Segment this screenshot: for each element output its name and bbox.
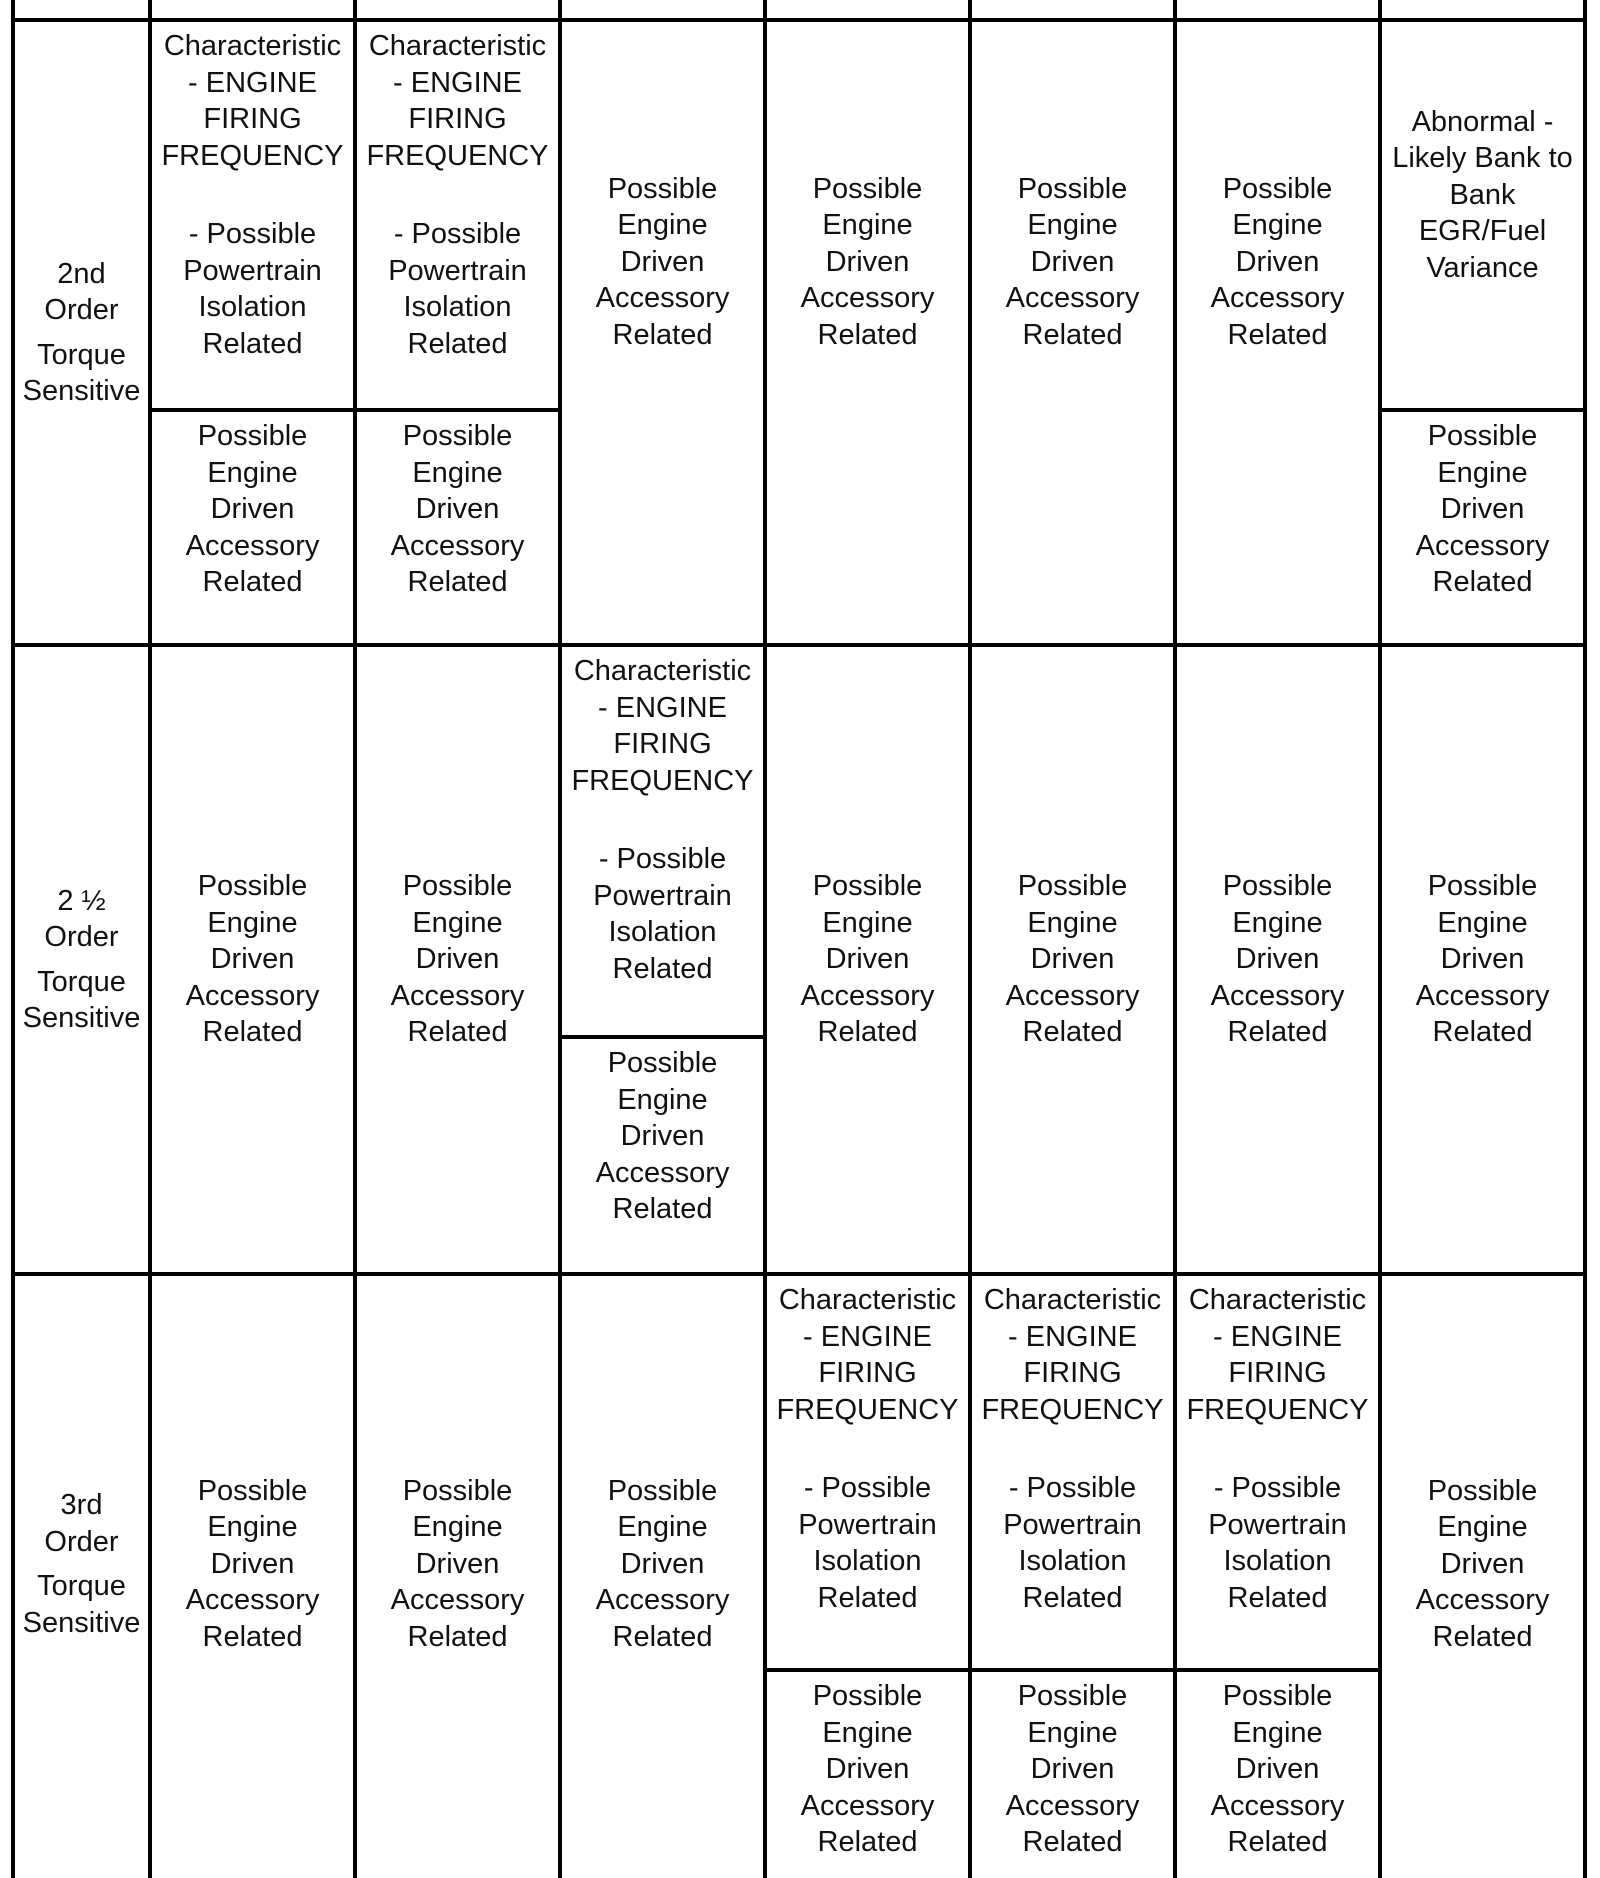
cell-text: Engine bbox=[1027, 1716, 1118, 1749]
cell-engine-driven-accessory bbox=[767, 22, 968, 422]
cell-text: - ENGINE bbox=[803, 1320, 932, 1353]
cell-text: Driven bbox=[1440, 1547, 1525, 1580]
cell-text: Accessory bbox=[390, 529, 525, 562]
cell-text: Related bbox=[202, 1016, 303, 1049]
cell-engine-driven-accessory bbox=[1177, 1672, 1378, 1876]
cell-text: Driven bbox=[210, 943, 295, 976]
cell-text: Related bbox=[612, 1193, 713, 1225]
cell-text: Isolation bbox=[608, 916, 717, 948]
cell-text: FIRING bbox=[203, 103, 302, 135]
cell-engine-driven-accessory bbox=[357, 412, 558, 643]
cell-text: Isolation bbox=[403, 291, 512, 323]
cell-text: Possible bbox=[1222, 870, 1333, 903]
cell-text: Related bbox=[407, 1620, 508, 1653]
cell-text: Possible bbox=[812, 172, 923, 205]
cell-text: Likely Bank to bbox=[1392, 142, 1573, 175]
cell-text: Accessory bbox=[595, 282, 730, 315]
row-label-2-half-order bbox=[15, 647, 148, 1272]
cell-text: Related bbox=[1227, 1581, 1328, 1614]
cell-text: FIRING bbox=[1228, 1357, 1327, 1389]
cell-text: Accessory bbox=[800, 1789, 935, 1822]
cell-text: Possible bbox=[607, 1047, 718, 1079]
cell-text: Related bbox=[202, 327, 303, 360]
cell-text: Related bbox=[817, 318, 918, 351]
cell-text: Engine bbox=[412, 906, 503, 939]
cell-text: Isolation bbox=[813, 1545, 922, 1577]
cell-text: Engine bbox=[822, 209, 913, 242]
cell-text: Isolation bbox=[198, 291, 307, 323]
cell-text: FREQUENCY bbox=[366, 139, 549, 172]
cell-text: Related bbox=[1432, 1620, 1533, 1653]
cell-engine-driven-accessory bbox=[972, 22, 1173, 422]
cell-text: Engine bbox=[412, 1511, 503, 1544]
cell-text: FREQUENCY bbox=[1186, 1393, 1369, 1426]
cell-text: Possible bbox=[1017, 1680, 1128, 1712]
cell-text: Related bbox=[1022, 1016, 1123, 1049]
cell-text: Accessory bbox=[1210, 979, 1345, 1012]
cell-characteristic-firing-frequency bbox=[1177, 1276, 1378, 1668]
cell-text: Related bbox=[407, 1016, 508, 1049]
cell-text: FIRING bbox=[613, 728, 712, 760]
cell-text: Engine bbox=[822, 1716, 913, 1749]
cell-text: Driven bbox=[1440, 943, 1525, 976]
cell-text: Related bbox=[1022, 1826, 1123, 1858]
cell-engine-driven-accessory bbox=[1177, 647, 1378, 1272]
cell-engine-driven-accessory bbox=[767, 1672, 968, 1876]
cell-text: Accessory bbox=[1415, 979, 1550, 1012]
cell-text: Characteristic bbox=[573, 655, 752, 687]
cell-text: Related bbox=[1432, 566, 1533, 598]
cell-text: Related bbox=[407, 327, 508, 360]
label-text: Order bbox=[44, 921, 119, 953]
cell-text: Characteristic bbox=[368, 30, 547, 62]
cell-text: Engine bbox=[617, 1511, 708, 1544]
cell-text: Engine bbox=[1232, 906, 1323, 939]
cell-text: Characteristic bbox=[983, 1284, 1162, 1316]
cell-engine-driven-accessory bbox=[562, 1039, 763, 1272]
cell-text: Accessory bbox=[800, 979, 935, 1012]
cell-engine-driven-accessory bbox=[357, 647, 558, 1272]
cell-text: Powertrain bbox=[183, 254, 322, 287]
cell-text: Driven bbox=[1030, 943, 1115, 976]
cell-text: Possible bbox=[1017, 870, 1128, 903]
cell-text: Accessory bbox=[1005, 282, 1140, 315]
label-text: Torque bbox=[37, 965, 126, 998]
cell-text: Powertrain bbox=[1003, 1508, 1142, 1541]
cell-text: Possible bbox=[1427, 870, 1538, 903]
label-text: Torque bbox=[37, 1570, 126, 1602]
cell-text: Driven bbox=[1030, 245, 1115, 278]
cell-text: Driven bbox=[620, 1547, 705, 1580]
cell-text: Accessory bbox=[1210, 282, 1345, 315]
cell-engine-driven-accessory bbox=[152, 412, 353, 643]
cell-text: Accessory bbox=[1005, 979, 1140, 1012]
cell-characteristic-firing-frequency bbox=[152, 22, 353, 408]
cell-text: Engine bbox=[822, 906, 913, 939]
cell-text: Driven bbox=[1235, 1753, 1320, 1785]
cell-text: Possible bbox=[402, 870, 513, 903]
cell-text: Driven bbox=[1235, 245, 1320, 278]
cell-text: - ENGINE bbox=[393, 66, 522, 99]
cell-text: Engine bbox=[1027, 906, 1118, 939]
cell-text: - Possible bbox=[393, 218, 522, 250]
label-text: 2nd bbox=[57, 257, 106, 290]
cell-text: Powertrain bbox=[798, 1508, 937, 1541]
cell-text: FREQUENCY bbox=[776, 1393, 959, 1426]
cell-text: Accessory bbox=[595, 1584, 730, 1617]
cell-characteristic-firing-frequency bbox=[767, 1276, 968, 1668]
label-text: Torque bbox=[37, 338, 126, 371]
cell-text: FIRING bbox=[1023, 1357, 1122, 1389]
cell-text: - Possible bbox=[803, 1472, 932, 1504]
cell-text: Engine bbox=[1027, 209, 1118, 242]
cell-text: Accessory bbox=[390, 979, 525, 1012]
cell-text: Characteristic bbox=[1188, 1284, 1367, 1316]
cell-text: Related bbox=[612, 952, 713, 985]
cell-characteristic-firing-frequency bbox=[357, 22, 558, 408]
cell-characteristic-firing-frequency bbox=[972, 1276, 1173, 1668]
cell-text: Accessory bbox=[390, 1584, 525, 1617]
cell-text: Related bbox=[1022, 1581, 1123, 1614]
cell-text: Driven bbox=[415, 493, 500, 525]
cell-text: Possible bbox=[607, 1474, 718, 1507]
cell-text: Isolation bbox=[1018, 1545, 1127, 1577]
cell-text: FREQUENCY bbox=[571, 764, 754, 797]
cell-text: Possible bbox=[402, 1474, 513, 1507]
cell-text: Accessory bbox=[595, 1156, 730, 1189]
cell-text: Related bbox=[1227, 318, 1328, 351]
label-text: 2 ½ bbox=[57, 884, 106, 917]
label-text: Order bbox=[44, 294, 119, 326]
cell-text: Driven bbox=[825, 943, 910, 976]
cell-text: Possible bbox=[812, 1680, 923, 1712]
cell-text: - Possible bbox=[598, 843, 727, 875]
cell-text: Possible bbox=[812, 870, 923, 903]
cell-engine-driven-accessory bbox=[1382, 412, 1583, 643]
cell-text: Accessory bbox=[185, 529, 320, 562]
cell-text: - ENGINE bbox=[1213, 1320, 1342, 1353]
label-text: Sensitive bbox=[22, 1606, 141, 1639]
cell-engine-driven-accessory bbox=[1382, 647, 1583, 1272]
cell-text: Related bbox=[407, 566, 508, 598]
label-text: Sensitive bbox=[22, 375, 141, 407]
cell-engine-driven-accessory bbox=[1177, 22, 1378, 422]
cell-text: Driven bbox=[825, 1753, 910, 1785]
cell-text: Related bbox=[817, 1826, 918, 1858]
cell-text: Characteristic bbox=[778, 1284, 957, 1316]
cell-text: - Possible bbox=[1008, 1472, 1137, 1504]
cell-text: Related bbox=[1227, 1016, 1328, 1049]
cell-characteristic-firing-frequency bbox=[562, 647, 763, 1035]
label-text: Order bbox=[44, 1525, 119, 1558]
cell-engine-driven-accessory bbox=[562, 22, 763, 422]
cell-text: Possible bbox=[197, 1474, 308, 1507]
cell-text: Driven bbox=[1030, 1753, 1115, 1785]
cell-text: Characteristic bbox=[163, 30, 342, 62]
row-label-2nd-order bbox=[15, 22, 148, 643]
cell-text: - Possible bbox=[1213, 1472, 1342, 1504]
cell-text: Possible bbox=[1427, 1474, 1538, 1507]
cell-engine-driven-accessory bbox=[972, 1672, 1173, 1876]
cell-text: Driven bbox=[825, 245, 910, 278]
label-text: 3rd bbox=[60, 1489, 103, 1521]
cell-text: Engine bbox=[617, 209, 708, 242]
cell-text: - ENGINE bbox=[598, 691, 727, 724]
cell-text: Driven bbox=[1440, 493, 1525, 525]
cell-text: FIRING bbox=[818, 1357, 917, 1389]
cell-text: Accessory bbox=[1415, 1584, 1550, 1617]
cell-engine-driven-accessory bbox=[1382, 1276, 1583, 1876]
cell-text: Related bbox=[612, 1620, 713, 1653]
cell-text: Engine bbox=[1437, 906, 1528, 939]
cell-text: Accessory bbox=[185, 979, 320, 1012]
cell-text: Driven bbox=[415, 943, 500, 976]
cell-text: Engine bbox=[412, 456, 503, 489]
cell-engine-driven-accessory bbox=[357, 1276, 558, 1876]
cell-text: Driven bbox=[210, 493, 295, 525]
cell-text: EGR/Fuel bbox=[1418, 215, 1547, 248]
cell-text: Engine bbox=[1437, 456, 1528, 489]
cell-engine-driven-accessory bbox=[152, 647, 353, 1272]
cell-text: Possible bbox=[197, 420, 308, 452]
cell-text: Isolation bbox=[1223, 1545, 1332, 1577]
cell-text: Related bbox=[817, 1016, 918, 1049]
cell-text: Possible bbox=[1427, 420, 1538, 452]
cell-engine-driven-accessory bbox=[562, 1276, 763, 1876]
cell-text: Related bbox=[817, 1581, 918, 1614]
cell-text: Possible bbox=[607, 172, 718, 205]
cell-text: Related bbox=[1432, 1016, 1533, 1049]
cell-text: Powertrain bbox=[593, 879, 732, 912]
cell-text: - Possible bbox=[188, 218, 317, 250]
cell-text: Related bbox=[1022, 318, 1123, 351]
cell-text: Engine bbox=[1437, 1511, 1528, 1544]
cell-text: - ENGINE bbox=[188, 66, 317, 99]
cell-text: FREQUENCY bbox=[981, 1393, 1164, 1426]
cell-text: Powertrain bbox=[1208, 1508, 1347, 1541]
cell-engine-driven-accessory bbox=[767, 647, 968, 1272]
cell-text: Related bbox=[612, 318, 713, 351]
cell-text: Related bbox=[202, 566, 303, 598]
cell-text: Driven bbox=[210, 1547, 295, 1580]
cell-text: Possible bbox=[1017, 172, 1128, 205]
cell-text: Engine bbox=[207, 456, 298, 489]
cell-engine-driven-accessory bbox=[152, 1276, 353, 1876]
cell-text: Accessory bbox=[1005, 1789, 1140, 1822]
cell-text: Possible bbox=[1222, 172, 1333, 205]
cell-text: Engine bbox=[207, 906, 298, 939]
cell-abnormal-bank-variance bbox=[1382, 22, 1583, 408]
cell-text: Engine bbox=[207, 1511, 298, 1544]
cell-text: Driven bbox=[620, 245, 705, 278]
cell-text: Bank bbox=[1449, 178, 1516, 211]
cell-text: Possible bbox=[1222, 1680, 1333, 1712]
cell-engine-driven-accessory bbox=[972, 647, 1173, 1272]
cell-text: FIRING bbox=[408, 103, 507, 135]
cell-text: - ENGINE bbox=[1008, 1320, 1137, 1353]
cell-text: Engine bbox=[617, 1083, 708, 1116]
cell-text: Driven bbox=[415, 1547, 500, 1580]
cell-text: Powertrain bbox=[388, 254, 527, 287]
cell-text: FREQUENCY bbox=[161, 139, 344, 172]
cell-text: Related bbox=[1227, 1826, 1328, 1858]
cell-text: Possible bbox=[402, 420, 513, 452]
cell-text: Accessory bbox=[1210, 1789, 1345, 1822]
cell-text: Accessory bbox=[1415, 529, 1550, 562]
cell-text: Driven bbox=[620, 1120, 705, 1152]
label-text: Sensitive bbox=[22, 1002, 141, 1034]
cell-text: Related bbox=[202, 1620, 303, 1653]
cell-text: Variance bbox=[1426, 251, 1539, 284]
cell-text: Accessory bbox=[800, 282, 935, 315]
cell-text: Driven bbox=[1235, 943, 1320, 976]
cell-text: Accessory bbox=[185, 1584, 320, 1617]
row-label-3rd-order bbox=[15, 1276, 148, 1876]
cell-text: Possible bbox=[197, 870, 308, 903]
cell-text: Engine bbox=[1232, 209, 1323, 242]
cell-text: Engine bbox=[1232, 1716, 1323, 1749]
cell-text: Abnormal - bbox=[1411, 105, 1554, 138]
